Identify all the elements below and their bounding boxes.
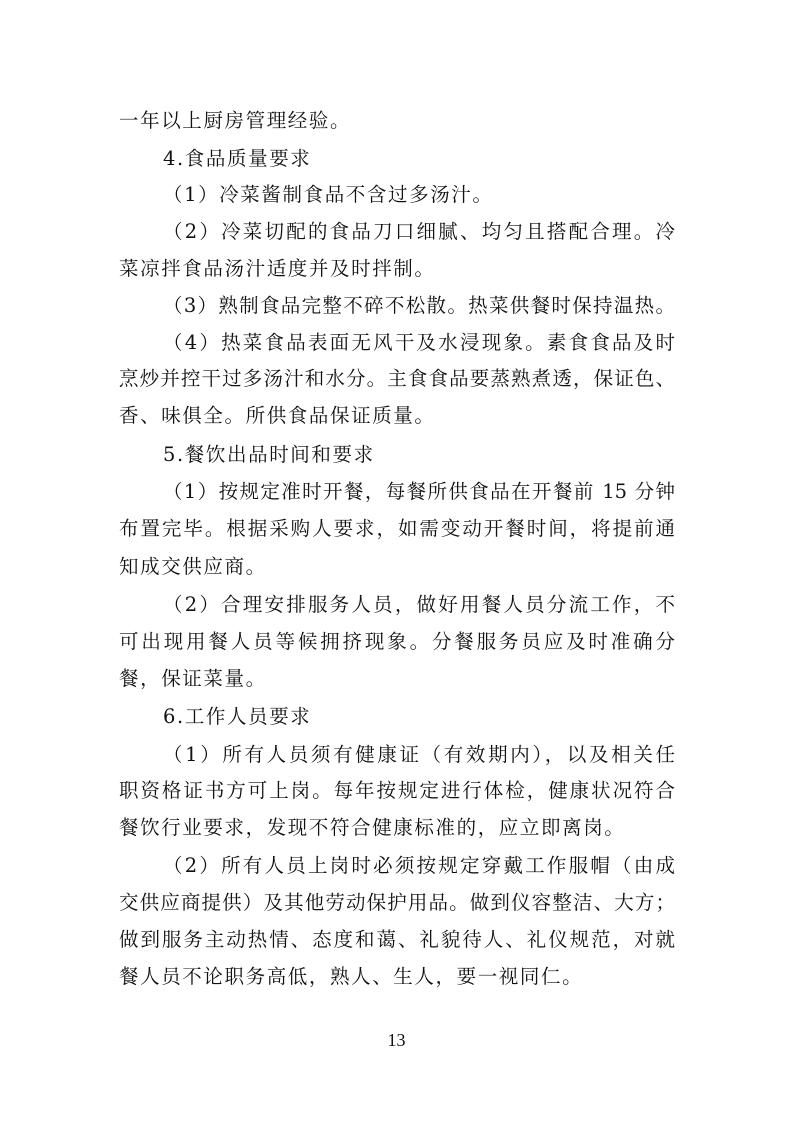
text-line: （1）按规定准时开餐，每餐所供食品在开餐前 15 分钟 bbox=[163, 480, 675, 503]
text-line: 4.食品质量要求 bbox=[163, 147, 312, 170]
text-line: 6.工作人员要求 bbox=[163, 705, 312, 728]
text-line: （2）合理安排服务人员，做好用餐人员分流工作，不 bbox=[163, 593, 675, 616]
text-line: 布置完毕。根据采购人要求，如需变动开餐时间，将提前通 bbox=[119, 517, 675, 540]
text-line: （1）所有人员须有健康证（有效期内），以及相关任 bbox=[163, 743, 675, 766]
text-line: 知成交供应商。 bbox=[119, 555, 267, 578]
text-line: 烹炒并控干过多汤汁和水分。主食食品要蒸熟煮透，保证色、 bbox=[119, 367, 675, 390]
text-line: 餐饮行业要求，发现不符合健康标准的，应立即离岗。 bbox=[119, 816, 626, 839]
text-line: （4）热菜食品表面无风干及水浸现象。素食食品及时 bbox=[163, 331, 675, 354]
text-line: 做到服务主动热情、态度和蔼、礼貌待人、礼仪规范，对就 bbox=[119, 928, 675, 951]
text-line: （2）所有人员上岗时必须按规定穿戴工作服帽（由成 bbox=[163, 854, 675, 877]
text-line: 交供应商提供）及其他劳动保护用品。做到仪容整洁、大方； bbox=[119, 891, 675, 914]
text-line: 餐，保证菜量。 bbox=[119, 667, 267, 690]
text-line: 可出现用餐人员等候拥挤现象。分餐服务员应及时准确分 bbox=[119, 630, 675, 653]
text-line: 菜凉拌食品汤汁适度并及时拌制。 bbox=[119, 257, 436, 280]
text-line: 香、味俱全。所供食品保证质量。 bbox=[119, 404, 436, 427]
page-number: 13 bbox=[387, 1030, 406, 1050]
text-line: 一年以上厨房管理经验。 bbox=[119, 109, 352, 132]
text-line: （3）熟制食品完整不碎不松散。热菜供餐时保持温热。 bbox=[163, 294, 675, 317]
text-line: （1）冷菜酱制食品不含过多汤汁。 bbox=[163, 183, 494, 206]
text-line: （2）冷菜切配的食品刀口细腻、均匀且搭配合理。冷 bbox=[163, 220, 675, 243]
text-line: 职资格证书方可上岗。每年按规定进行体检，健康状况符合 bbox=[119, 779, 675, 802]
text-line: 餐人员不论职务高低，熟人、生人，要一视同仁。 bbox=[119, 965, 584, 988]
text-line: 5.餐饮出品时间和要求 bbox=[163, 443, 375, 466]
